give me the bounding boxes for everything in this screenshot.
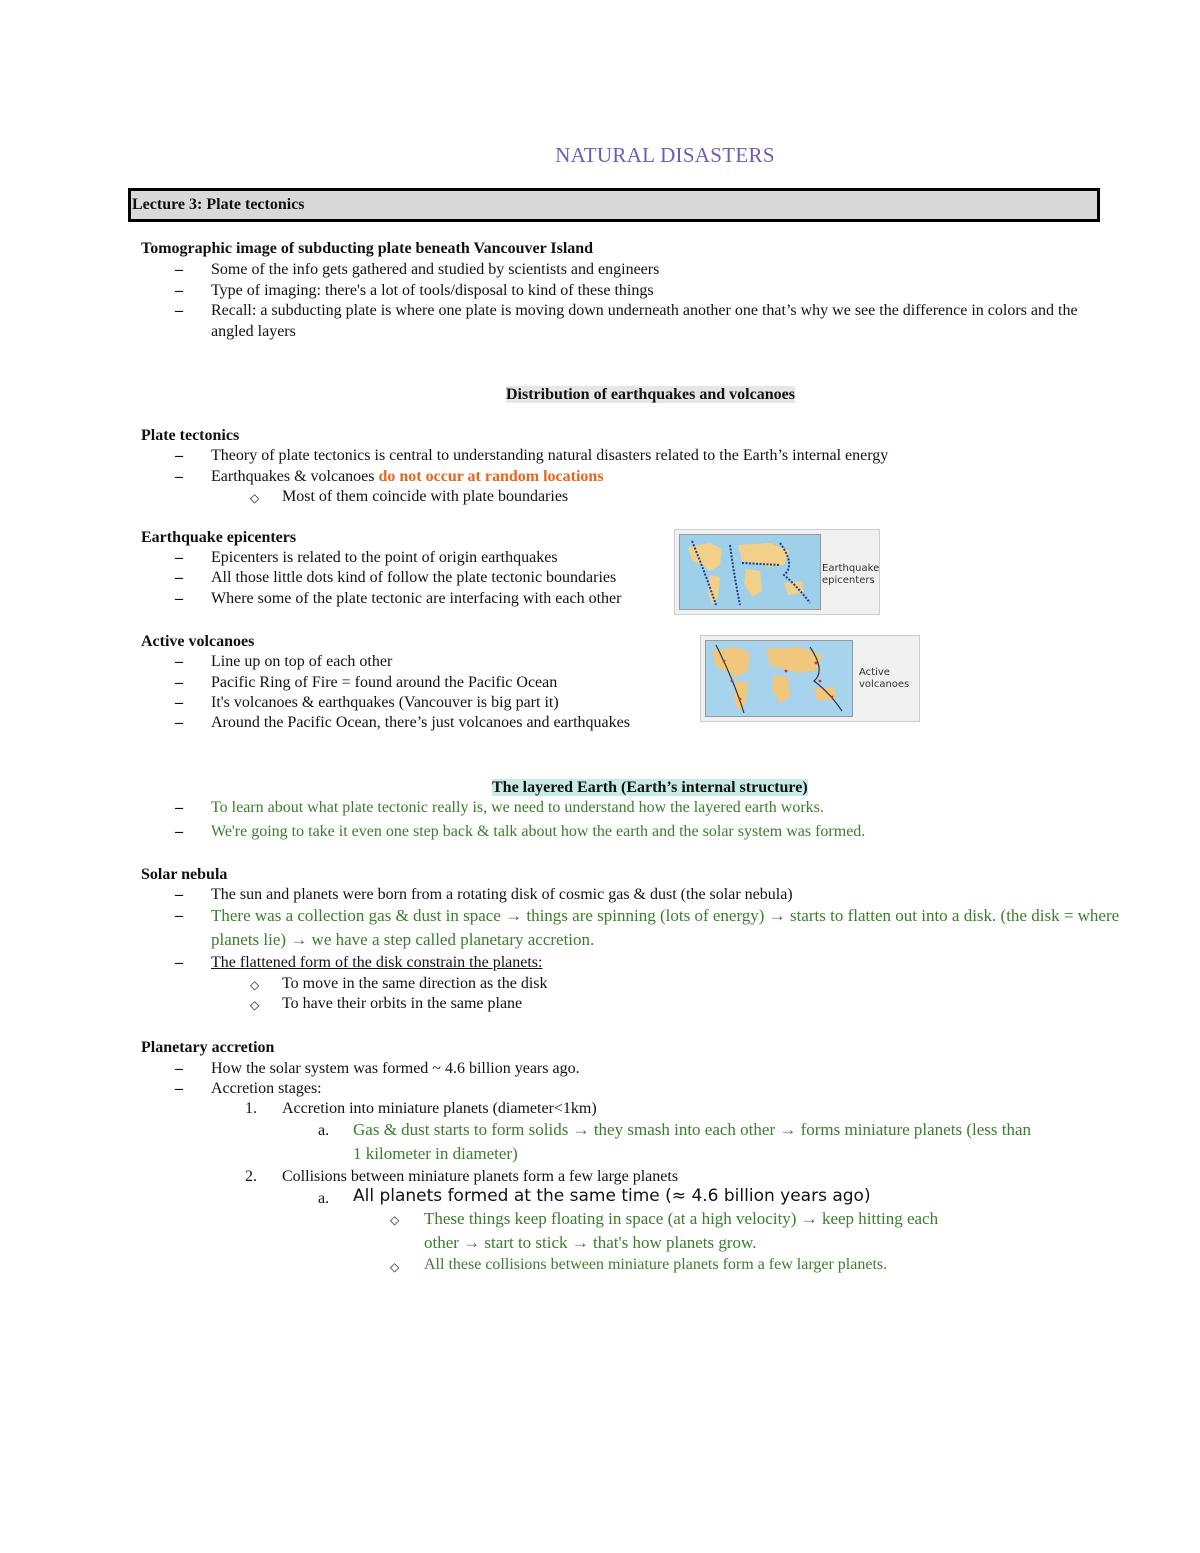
sub-list-item-continuation: other → start to stick → that's how planets grow. [424,1233,757,1252]
list-item: To learn about what plate tectonic really is, we need to understand how the layered earth works. [211,799,824,816]
lettered-item: All planets formed at the same time (≈ 4.6 billion years ago) [353,1186,871,1206]
bullet-dash: – [175,261,183,278]
bullet-dash: – [175,954,183,971]
list-number: 1. [245,1100,257,1117]
map-caption: Earthquake epicenters [822,563,880,586]
list-item: Accretion stages: [211,1080,322,1097]
section-heading-solar-nebula: Solar nebula [141,866,228,883]
bullet-circle: ◇ [250,978,260,992]
bullet-dash: – [175,468,183,485]
list-item: Earthquakes & volcanoes do not occur at random locations [211,468,604,485]
bullet-circle: ◇ [390,1213,400,1227]
sub-list-item: To move in the same direction as the disk [282,975,548,992]
list-letter: a. [318,1122,330,1139]
page-title: NATURAL DISASTERS [555,143,775,167]
section-heading-distribution: Distribution of earthquakes and volcanoes [506,386,795,403]
bullet-circle: ◇ [250,491,260,505]
list-item: The sun and planets were born from a rotating disk of cosmic gas & dust (the solar nebula) [211,886,793,903]
list-number: 2. [245,1168,257,1185]
list-item: Around the Pacific Ocean, there’s just volcanoes and earthquakes [211,714,630,731]
list-item: There was a collection gas & dust in space → things are spinning (lots of energy) → starts to flatten out into a disk. (the disk = where [211,906,1120,925]
list-item: All those little dots kind of follow the plate tectonic boundaries [211,569,617,586]
list-item: Type of imaging: there's a lot of tools/disposal to kind of these things [211,282,654,299]
bullet-dash: – [175,549,183,566]
bullet-dash: – [175,302,183,319]
bullet-dash: – [175,714,183,731]
emphasis-text: do not occur at random locations [378,468,604,485]
list-letter: a. [318,1190,330,1207]
bullet-dash: – [175,694,183,711]
list-item-continuation: angled layers [211,323,296,340]
list-item-continuation: planets lie) → we have a step called planetary accretion. [211,930,595,949]
bullet-dash: – [175,799,183,816]
list-item: Epicenters is related to the point of origin earthquakes [211,549,558,566]
numbered-item: Accretion into miniature planets (diameter<1km) [282,1100,597,1117]
bullet-dash: – [175,653,183,670]
list-item: We're going to take it even one step back & talk about how the earth and the solar system was formed. [211,823,866,840]
sub-list-item: To have their orbits in the same plane [282,995,523,1012]
section-heading-tomographic: Tomographic image of subducting plate beneath Vancouver Island [141,240,594,257]
list-item: Some of the info gets gathered and studied by scientists and engineers [211,261,660,278]
section-heading-volcanoes: Active volcanoes [141,633,255,650]
section-heading-planetary-accretion: Planetary accretion [141,1039,275,1056]
section-heading-layered-earth: The layered Earth (Earth’s internal structure) [492,779,808,796]
bullet-dash: – [175,823,183,840]
bullet-circle: ◇ [390,1260,400,1274]
bullet-dash: – [175,569,183,586]
bullet-dash: – [175,907,183,924]
list-item: The flattened form of the disk constrain the planets: [211,954,543,971]
bullet-dash: – [175,674,183,691]
section-heading-epicenters: Earthquake epicenters [141,529,297,546]
bullet-dash: – [175,447,183,464]
lettered-item: Gas & dust starts to form solids → they smash into each other → forms miniature planets (less than [353,1120,1031,1139]
sub-list-item: These things keep floating in space (at a high velocity) → keep hitting each [424,1209,939,1228]
sub-list-item: All these collisions between miniature planets form a few larger planets. [424,1256,888,1273]
bullet-dash: – [175,886,183,903]
bullet-dash: – [175,282,183,299]
map-caption: Active volcanoes [859,667,910,690]
list-item: How the solar system was formed ~ 4.6 billion years ago. [211,1060,580,1077]
list-item: Recall: a subducting plate is where one plate is moving down underneath another one that’s why we see the difference in colors and the [211,302,1078,319]
section-heading-plate-tectonics: Plate tectonics [141,427,240,444]
list-item: Line up on top of each other [211,653,393,670]
lecture-label: Lecture 3: Plate tectonics [132,196,305,213]
list-item: Theory of plate tectonics is central to understanding natural disasters related to the Earth’s internal energy [211,447,889,464]
list-item: It's volcanoes & earthquakes (Vancouver is big part it) [211,694,559,711]
bullet-dash: – [175,1080,183,1097]
active-volcanoes-map [700,635,920,722]
numbered-item: Collisions between miniature planets form a few large planets [282,1168,679,1185]
world-map-image [679,534,821,610]
bullet-dash: – [175,1060,183,1077]
list-item: Pacific Ring of Fire = found around the Pacific Ocean [211,674,558,691]
sub-list-item: Most of them coincide with plate boundaries [282,488,569,505]
bullet-circle: ◇ [250,998,260,1012]
lettered-item-continuation: 1 kilometer in diameter) [353,1144,518,1163]
earthquake-epicenters-map [674,529,880,615]
bullet-dash: – [175,590,183,607]
lecture-banner [128,188,1100,222]
list-item: Where some of the plate tectonic are interfacing with each other [211,590,622,607]
world-map-image [705,640,853,717]
